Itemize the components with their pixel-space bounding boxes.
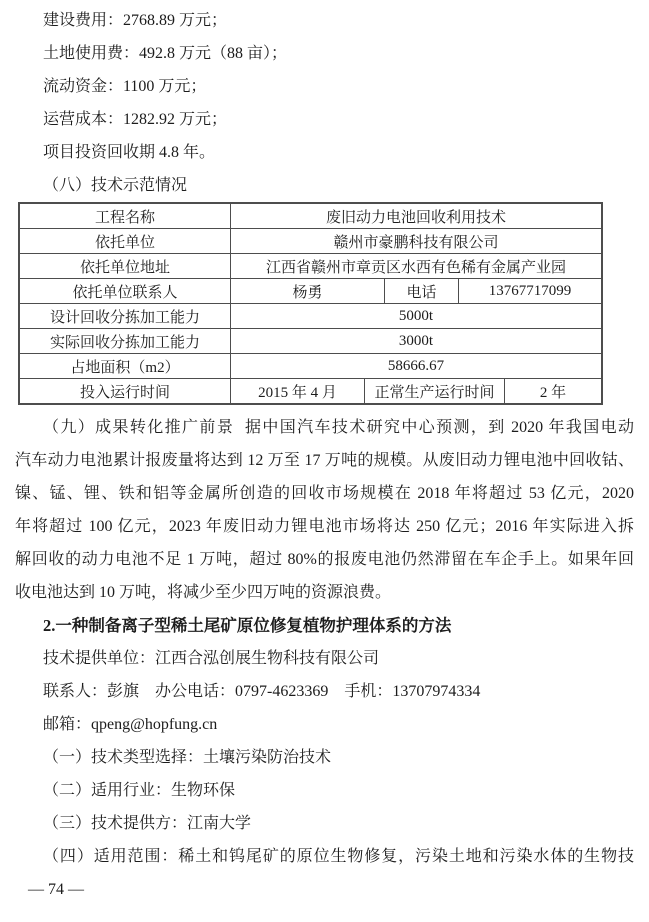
section9-line: 镍、锰、锂、铁和铝等金属所创造的回收市场规模在 2018 年将超过 53 亿元，2020 xyxy=(15,485,634,502)
page-number: — 74 — xyxy=(28,881,84,898)
table-cell-start-date: 2015 年 4 月 xyxy=(231,379,365,403)
intro-line-land-use-fee: 土地使用费：492.8 万元（88 亩）； xyxy=(43,45,288,62)
table-cell-label: 实际回收分拣加工能力 xyxy=(20,329,231,353)
table-cell-label: 依托单位 xyxy=(20,229,231,253)
table-cell-normal-run-label: 正常生产运行时间 xyxy=(365,379,505,403)
table-row-contact-person xyxy=(20,279,601,304)
table-row-unit-address xyxy=(20,254,601,279)
table-cell-phone-label: 电话 xyxy=(385,279,459,303)
table-row-design-capacity xyxy=(20,304,601,329)
table-cell-label: 工程名称 xyxy=(20,204,231,228)
section9-line: 收电池达到 10 万吨，将减少至少四万吨的资源浪费。 xyxy=(15,584,392,601)
table-cell-value: 3000t xyxy=(398,332,434,349)
section2-heading: 2.一种制备离子型稀土尾矿原位修复植物护理体系的方法 xyxy=(43,616,452,635)
table-cell-label: 依托单位联系人 xyxy=(20,279,231,303)
table-row-floor-area xyxy=(20,354,601,379)
table-cell-contact-name: 杨勇 xyxy=(231,279,385,303)
table-cell-value: 5000t xyxy=(398,307,434,324)
section9-line: 汽车动力电池累计报废量将达到 12 万至 17 万吨的规模。从废旧动力锂电池中回收钴、 xyxy=(15,452,634,469)
numbered-item-1: （一）技术类型选择：土壤污染防治技术 xyxy=(43,749,332,766)
intro-line-construction-cost: 建设费用：2768.89 万元； xyxy=(43,12,228,29)
table-cell-label: 占地面积（m2） xyxy=(20,354,231,378)
numbered-item-3: （三）技术提供方：江南大学 xyxy=(43,815,252,832)
table-row-actual-capacity xyxy=(20,329,601,354)
section8-heading: （八）技术示范情况 xyxy=(43,177,188,194)
table-cell-run-years: 2 年 xyxy=(539,384,567,401)
table-cell-value: 58666.67 xyxy=(387,357,445,374)
provider-email-line: 邮箱：qpeng@hopfung.cn xyxy=(43,716,218,733)
table-cell-value: 废旧动力电池回收利用技术 xyxy=(325,209,506,226)
numbered-item-2: （二）适用行业：生物环保 xyxy=(43,782,236,799)
provider-contact-line: 联系人：彭旗 办公电话：0797-4623369 手机：13707974334 xyxy=(43,683,481,700)
table-row-supporting-unit xyxy=(20,229,601,254)
table-cell-phone-number: 13767717099 xyxy=(488,282,572,299)
table-cell-label: 投入运行时间 xyxy=(20,379,231,403)
table-row-operation-time xyxy=(20,379,601,403)
table-cell-value: 赣州市豪鹏科技有限公司 xyxy=(333,234,499,251)
demo-table xyxy=(18,202,603,405)
intro-line-payback-period: 项目投资回收期 4.8 年。 xyxy=(43,144,216,161)
table-cell-label: 依托单位地址 xyxy=(20,254,231,278)
section9-line: （九）成果转化推广前景 据中国汽车技术研究中心预测，到 2020 年我国电动 xyxy=(43,419,634,436)
table-cell-label: 设计回收分拣加工能力 xyxy=(20,304,231,328)
numbered-item-4: （四）适用范围：稀土和钨尾矿的原位生物修复，污染土地和污染水体的生物技 xyxy=(43,848,634,865)
intro-line-operating-cost: 运营成本：1282.92 万元； xyxy=(43,111,228,128)
table-row-project-name xyxy=(20,204,601,229)
table-cell-value: 江西省赣州市章贡区水西有色稀有金属产业园 xyxy=(265,259,566,276)
intro-line-working-capital: 流动资金：1100 万元； xyxy=(43,78,207,95)
section9-line: 年将超过 100 亿元，2023 年废旧动力锂电池市场将达 250 亿元；2016 年实际进入拆 xyxy=(15,518,634,535)
provider-unit-line: 技术提供单位：江西合泓创展生物科技有限公司 xyxy=(43,650,380,667)
section9-line: 解回收的动力电池不足 1 万吨，超过 80%的报废电池仍然滞留在车企手上。如果年回 xyxy=(15,551,634,568)
